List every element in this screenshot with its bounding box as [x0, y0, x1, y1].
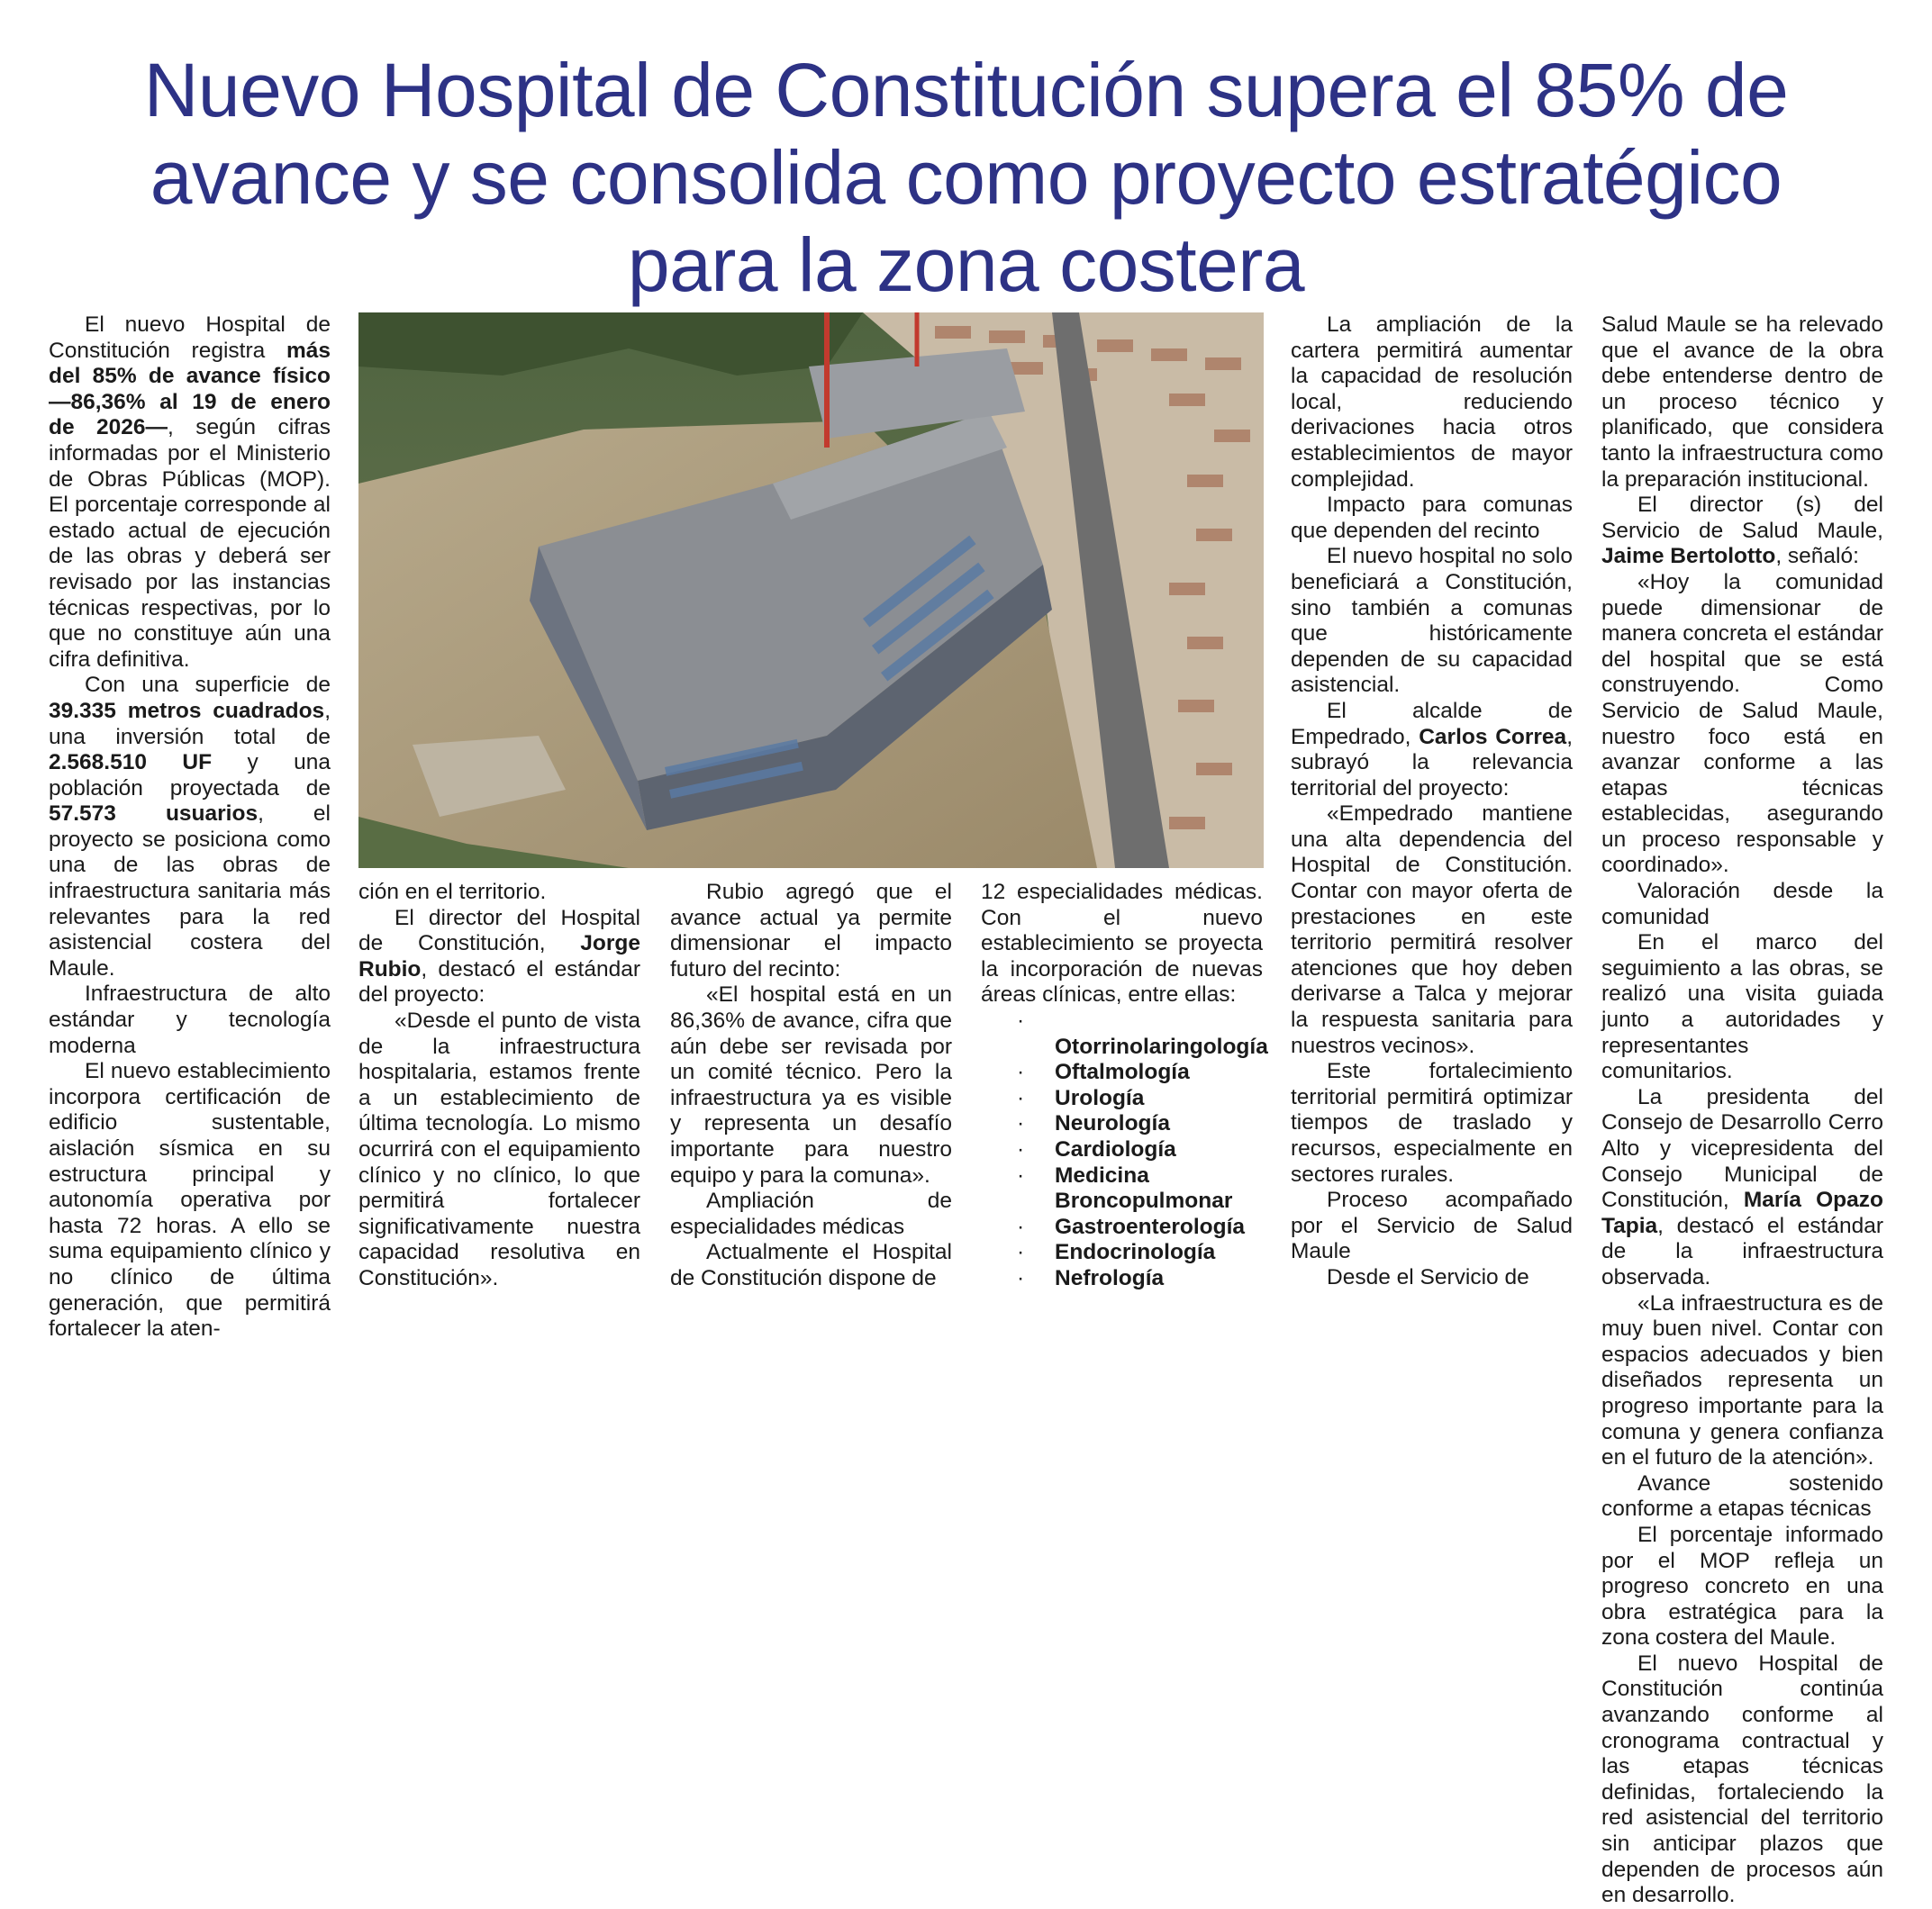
quote: «Hoy la comunidad puede dimensionar de manera concreta el estándar del hospital que se está construyendo. Como Servicio de Salud Maule, nuestro foco está en avanzar conforme a las etapas técnicas establecidas, asegurando un proceso responsable y coordinado». — [1601, 569, 1883, 878]
paragraph: 12 especialidades médicas. Con el nuevo establecimiento se proyecta la incorporación de nuevas áreas clínicas, entre ellas: — [981, 880, 1263, 1008]
paragraph: El nuevo Hospital de Constitución continúa avanzando conforme al cronograma contractual y las etapas técnicas definidas, fortaleciendo la red asistencial del territorio sin anticipar plazos que dependen de procesos aún en desarrollo. — [1601, 1651, 1883, 1908]
subheading: Avance sostenido conforme a etapas técnicas — [1601, 1470, 1883, 1522]
construction-aerial-photo-icon — [358, 312, 1264, 868]
article-column-5 — [1291, 312, 1573, 1291]
list-item: · Medicina Broncopulmonar — [1017, 1163, 1233, 1214]
list-item: · Oftalmología — [1017, 1060, 1190, 1085]
specialties-list — [981, 1008, 1268, 1292]
subheading: Valoración desde la comunidad — [1601, 879, 1883, 929]
paragraph: El director (s) del Servicio de Salud Maule, Jaime Bertolotto, señaló: — [1601, 493, 1883, 569]
paragraph: Rubio agregó que el avance actual ya permite dimensionar el impacto futuro del recinto: — [670, 880, 952, 982]
quote: «Empedrado mantiene una alta dependencia del Hospital de Constitución. Contar con mayor oferta de prestaciones en este territorio permitirá resolver atenciones que hoy deben derivarse a Talca y mejorar la respuesta sanitaria para nuestros vecinos». — [1291, 801, 1573, 1058]
paragraph: Actualmente el Hospital de Constitución dispone de — [670, 1240, 952, 1290]
article-column-4 — [981, 880, 1268, 1292]
list-item: · Cardiología — [1017, 1136, 1176, 1162]
subheading: Infraestructura de alto estándar y tecnología moderna — [49, 982, 331, 1058]
quote: «El hospital está en un 86,36% de avance, cifra que aún debe ser revisada por un comité técnico. Pero la infraestructura ya es visible y representa un desafío importante para nuestro equipo y para la comuna». — [670, 982, 952, 1188]
article-column-2 — [358, 880, 640, 1292]
list-item: ·Otorrinolaringología — [1017, 1008, 1268, 1059]
paragraph: ción en el territorio. — [358, 880, 547, 904]
paragraph: La presidenta del Consejo de Desarrollo Cerro Alto y vicepresidenta del Consejo Municipal de Constitución, María Opazo Tapia, destacó el estándar de la infraestructura observada. — [1601, 1084, 1883, 1289]
subheading: Ampliación de especialidades médicas — [670, 1189, 952, 1239]
paragraph: Con una superficie de 39.335 metros cuadrados, una inversión total de 2.568.510 UF y una población proyectada de 57.573 usuarios, el proyecto se posiciona como una de las obras de infraestructura sanitaria más relevantes para la red asistencial costera del Maule. — [49, 673, 331, 981]
list-item: · Gastroenterología — [1017, 1214, 1246, 1239]
paragraph: El nuevo establecimiento incorpora certificación de edificio sustentable, aislación sísmica en su estructura principal y autonomía operativa por hasta 72 horas. A ello se suma equipamiento clínico y no clínico de última generación, que permitirá fortalecer la aten- — [49, 1059, 331, 1342]
paragraph: El nuevo hospital no solo beneficiará a Constitución, sino también a comunas que históricamente dependen de su capacidad asistencial. — [1291, 544, 1573, 698]
paragraph: En el marco del seguimiento a las obras, se realizó una visita guiada junto a autoridades y representantes comunitarios. — [1601, 930, 1883, 1084]
paragraph: El director del Hospital de Constitución, Jorge Rubio, destacó el estándar del proyecto: — [358, 905, 640, 1008]
article-column-3 — [670, 880, 952, 1292]
construction-aerial-photo — [358, 312, 1264, 868]
article-column-1 — [49, 312, 331, 1343]
paragraph: El alcalde de Empedrado, Carlos Correa, subrayó la relevancia territorial del proyecto: — [1291, 698, 1573, 801]
list-item: · Neurología — [1017, 1111, 1170, 1136]
subheading: Proceso acompañado por el Servicio de Salud Maule — [1291, 1188, 1573, 1264]
quote: «Desde el punto de vista de la infraestructura hospitalaria, estamos frente a un establecimiento de última tecnología. Lo mismo ocurrirá con el equipamiento clínico y no clínico, lo que permitirá fortalecer significativamente nuestra capacidad resolutiva en Constitución». — [358, 1008, 640, 1290]
paragraph: Este fortalecimiento territorial permitirá optimizar tiempos de traslado y recursos, especialmente en sectores rurales. — [1291, 1059, 1573, 1187]
list-item: · Nefrología — [1017, 1265, 1165, 1290]
list-item: · Endocrinología — [1017, 1240, 1216, 1265]
paragraph: Salud Maule se ha relevado que el avance de la obra debe entenderse dentro de un proceso técnico y planificado, que considera tanto la infraestructura como la preparación institucional. — [1601, 312, 1883, 492]
paragraph: Desde el Servicio de — [1327, 1264, 1529, 1289]
quote: «La infraestructura es de muy buen nivel. Contar con espacios adecuados y bien diseñados representa un progreso importante para la comuna y genera confianza en el futuro de la atención». — [1601, 1290, 1883, 1470]
subheading: Impacto para comunas que dependen del recinto — [1291, 493, 1573, 543]
article-column-6 — [1601, 312, 1883, 1909]
headline: Nuevo Hospital de Constitución supera el 85% de avance y se consolida como proyecto estratégico para la zona costera — [143, 48, 1789, 307]
paragraph: El nuevo Hospital de Constitución registra más del 85% de avance físico —86,36% al 19 de enero de 2026—, según cifras informadas por el Ministerio de Obras Públicas (MOP). El porcentaje corresponde al estado actual de ejecución de las obras y deberá ser revisado por las instancias técnicas respectivas, por lo que no constituye aún una cifra definitiva. — [49, 312, 331, 672]
paragraph: La ampliación de la cartera permitirá aumentar la capacidad de resolución local, reduciendo derivaciones hacia otros establecimientos de mayor complejidad. — [1291, 312, 1573, 492]
paragraph: El porcentaje informado por el MOP refleja un progreso concreto en una obra estratégica para la zona costera del Maule. — [1601, 1522, 1883, 1651]
list-item: · Urología — [1017, 1085, 1145, 1110]
